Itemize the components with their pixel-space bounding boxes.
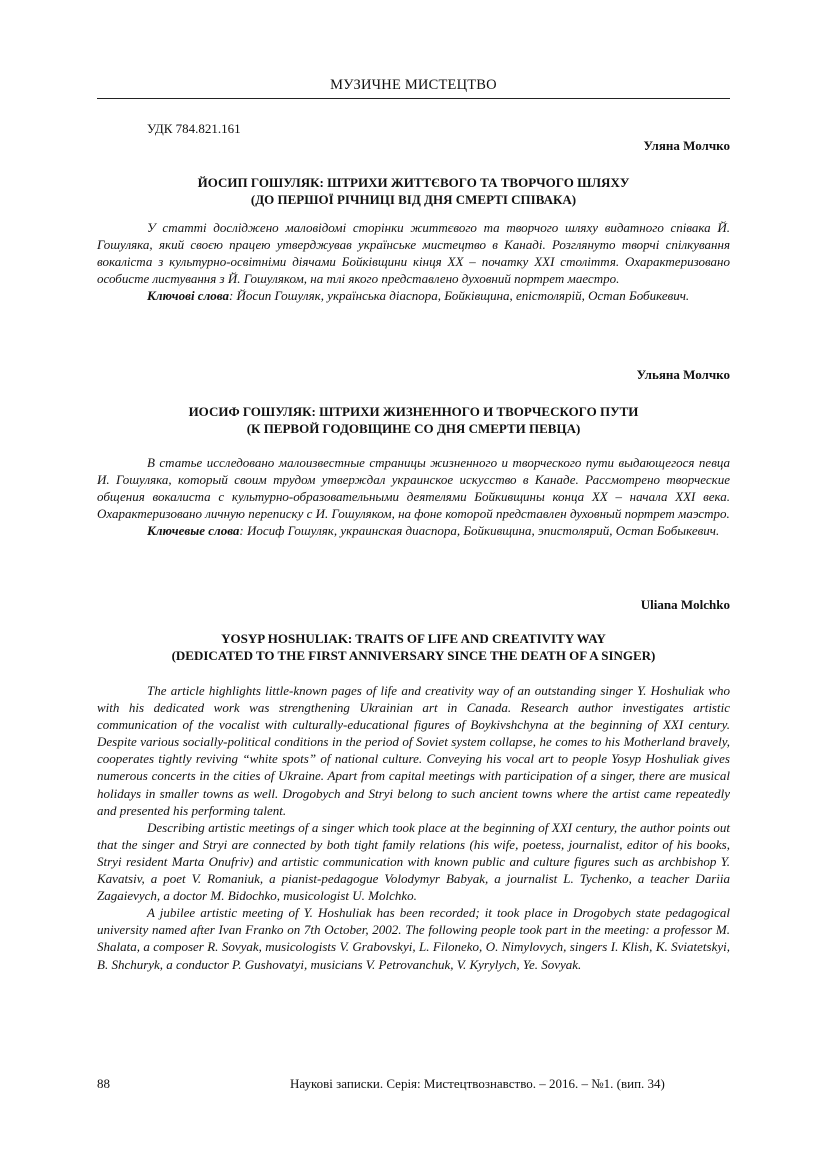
title-ru (97, 403, 730, 437)
title-ru-line2: (К ПЕРВОЙ ГОДОВЩИНЕ СО ДНЯ СМЕРТИ ПЕВЦА) (246, 421, 581, 436)
author-en: Uliana Molchko (640, 597, 730, 612)
title-uk-line1: ЙОСИП ГОШУЛЯК: ШТРИХИ ЖИТТЄВОГО ТА ТВОРЧОГО ШЛЯХУ (197, 175, 630, 190)
abstract-en-paragraph: A jubilee artistic meeting of Y. Hoshuliak has been recorded; it took place in Drogobych state pedagogical university named after Ivan Franko on 7th October, 2002. The following people took part in the meeting: a professor M. Shalata, a composer R. Sovyak, musicologists V. Grabovskyi, L. Filoneko, O. Nimylovych, singers I. Klish, K. Sviatetskyi, B. Shchuryk, a conductor P. Gushovatyi, musicians V. Petrovanchuk, V. Kyrylych, Ye. Sovyak. (97, 905, 730, 972)
page-number: 88 (97, 1076, 110, 1091)
header-rule (97, 98, 730, 99)
abstract-ru-text: В статье исследовано малоизвестные страницы жизненного и творческого пути выдающегося певца И. Гошуляка, который своим трудом утверждал украинское искусство в Канаде. Рассмотрено творческие общения вокалиста с культурно-образовательными деятелями Бойкивщины конца ХХ – начала ХХI века. Охарактеризовано личную переписку с И. Гошуляком, на фоне которой представлен духовный портрет маэстро. (97, 455, 730, 521)
keywords-ru-text: : Иосиф Гошуляк, украинская диаспора, Бойкивщина, эпистолярий, Остап Бобыкевич. (239, 523, 720, 538)
author-uk: Уляна Молчко (643, 138, 730, 153)
author-ru: Ульяна Молчко (636, 367, 730, 382)
running-head: МУЗИЧНЕ МИСТЕЦТВО (330, 77, 497, 93)
title-en-line1: YOSYP HOSHULIAK: TRAITS OF LIFE AND CREATIVITY WAY (221, 631, 606, 646)
title-uk-line2: (ДО ПЕРШОЇ РІЧНИЦІ ВІД ДНЯ СМЕРТІ СПІВАКА) (250, 192, 577, 207)
keywords-ru-label: Ключевые слова (147, 523, 240, 538)
journal-citation: Наукові записки. Серія: Мистецтвознавство. – 2016. – №1. (вип. 34) (290, 1076, 665, 1091)
keywords-uk-text: : Йосип Гошуляк, українська діаспора, Бойківщина, епістолярій, Остап Бобикевич. (228, 288, 690, 303)
keywords-ru (97, 522, 730, 539)
udc-code: УДК 784.821.161 (147, 121, 241, 136)
abstract-uk (97, 219, 730, 304)
title-uk (97, 174, 730, 208)
title-en-line2: (DEDICATED TO THE FIRST ANNIVERSARY SINCE THE DEATH OF A SINGER) (171, 648, 656, 663)
title-ru-line1: ИОСИФ ГОШУЛЯК: ШТРИХИ ЖИЗНЕННОГО И ТВОРЧЕСКОГО ПУТИ (188, 404, 639, 419)
title-en (97, 630, 730, 664)
keywords-uk-label: Ключові слова (147, 288, 229, 303)
abstract-uk-text: У статті досліджено маловідомі сторінки життєвого та творчого шляху видатного співака Й. Гошуляка, який своєю працею утверджував українське мистецтво в Канаді. Розглянуто творчі спілкування вокаліста з культурно-освітніми діячами Бойківщини кінця ХХ – початку ХХІ століття. Охарактеризовано особисте листування з Й. Гошуляком, на тлі якого представлено духовний портрет маестро. (97, 220, 730, 286)
keywords-uk (97, 287, 730, 304)
abstract-en (97, 682, 730, 973)
abstract-en-paragraph: The article highlights little-known pages of life and creativity way of an outstanding singer Y. Hoshuliak who with his dedicated work was strengthening Ukrainian art in Canada. Research author investigates artistic communication of the vocalist with culturally-educational figures of Boykivshchyna at the beginning of XXI century. Despite various socially-political conditions in the period of Soviet system collapse, he comes to his Motherland bravely, cooperates tightly reviving “white spots” of national culture. Conveying his vocal art to people Yosyp Hoshuliak gives numerous concerts in the cities of Ukraine. Apart from capital meetings with participation of a singer, there are musical holidays in smaller towns as well. Drogobych and Stryi belong to such ancient towns where the artist came repeatedly and presented his performing talent. (97, 683, 730, 818)
abstract-ru (97, 454, 730, 539)
abstract-en-paragraph: Describing artistic meetings of a singer which took place at the beginning of XXI century, the author points out that the singer and Stryi are connected by both tight family relations (his wife, poetess, journalist, editor of his books, Stryi resident Marta Onufriv) and artistic communication with known public and culture figures such as archbishop Y. Kavatsiv, a poet V. Romaniuk, a pianist-pedagogue Volodymyr Babyak, a journalist L. Tychenko, a teacher Dariia Zagaievych, a doctor M. Bidochko, musicologist U. Molchko. (97, 819, 730, 904)
